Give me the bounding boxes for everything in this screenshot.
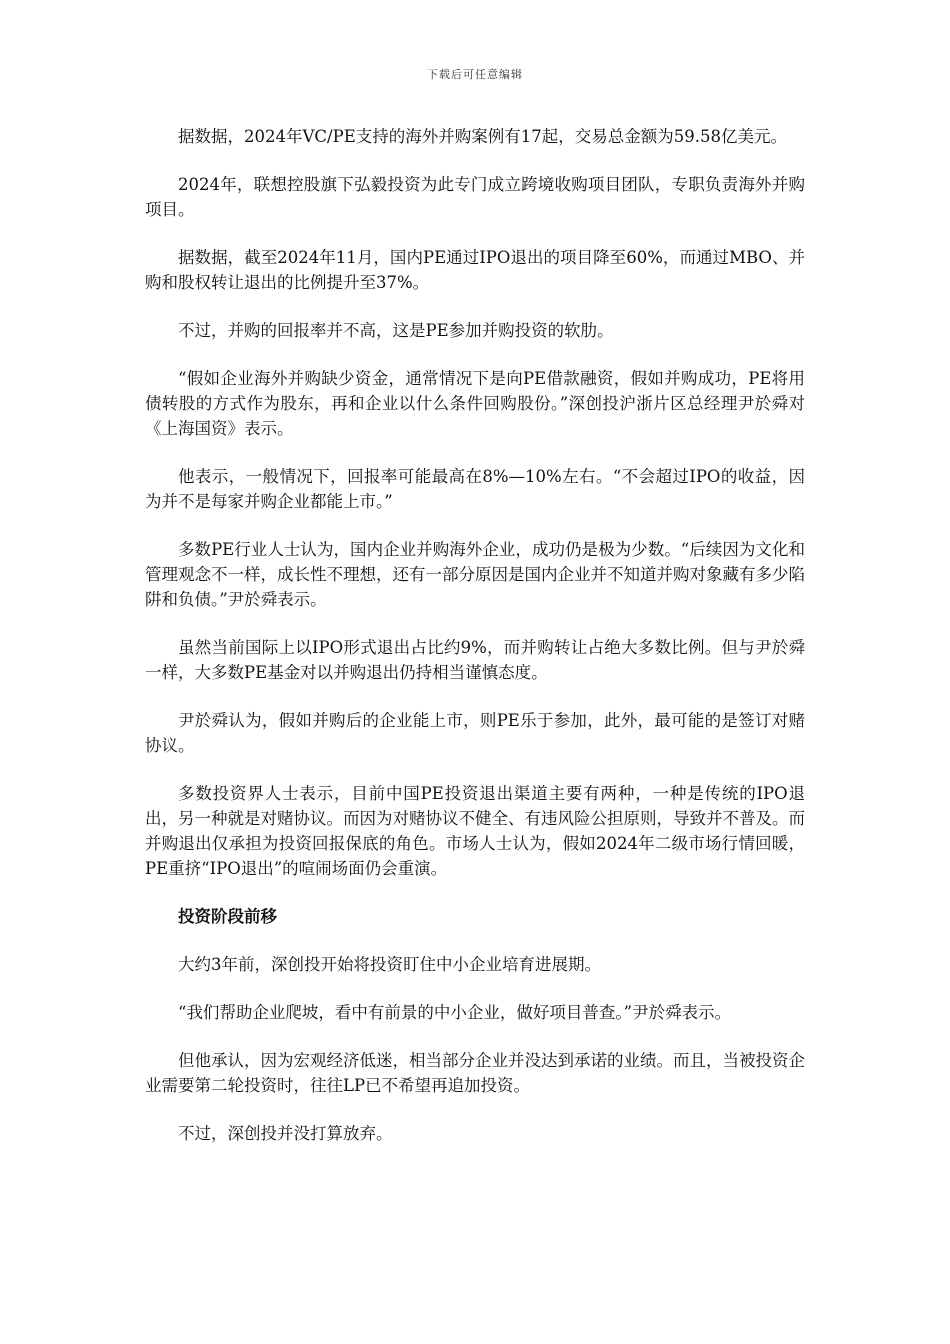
paragraph: 尹於舜认为，假如并购后的企业能上市，则PE乐于参加，此外，最可能的是签订对赌协议。: [145, 711, 805, 755]
paragraph: 大约3年前，深创投开始将投资盯住中小企业培育进展期。: [178, 955, 601, 974]
page-header: 下载后可任意编辑: [427, 68, 523, 81]
paragraph: “我们帮助企业爬坡，看中有前景的中小企业，做好项目普查。”尹於舜表示。: [178, 1003, 732, 1022]
paragraph: 多数PE行业人士认为，国内企业并购海外企业，成功仍是极为少数。“后续因为文化和管理观念不一样，成长性不理想，还有一部分原因是国内企业并不知道并购对象藏有多少陷阱和负债。”尹於舜表示。: [145, 540, 805, 609]
section-heading: 投资阶段前移: [178, 907, 277, 926]
paragraph: 不过，深创投并没打算放弃。: [178, 1124, 393, 1143]
paragraph: 据数据，2024年VC/PE支持的海外并购案例有17起，交易总金额为59.58亿美元。: [178, 127, 787, 146]
paragraph: 2024年，联想控股旗下弘毅投资为此专门成立跨境收购项目团队，专职负责海外并购项目。: [145, 175, 805, 219]
paragraph: 但他承认，因为宏观经济低迷，相当部分企业并没达到承诺的业绩。而且，当被投资企业需要第二轮投资时，往往LP已不希望再追加投资。: [145, 1051, 805, 1095]
paragraph: “假如企业海外并购缺少资金，通常情况下是向PE借款融资，假如并购成功，PE将用债转股的方式作为股东，再和企业以什么条件回购股份。”深创投沪浙片区总经理尹於舜对《上海国资》表示。: [145, 369, 805, 438]
paragraph: 虽然当前国际上以IPO形式退出占比约9%，而并购转让占绝大多数比例。但与尹於舜一样，大多数PE基金对以并购退出仍持相当谨慎态度。: [145, 638, 805, 682]
paragraph: 他表示，一般情况下，回报率可能最高在8%—10%左右。“不会超过IPO的收益，因为并不是每家并购企业都能上市。”: [145, 467, 805, 511]
paragraph: 不过，并购的回报率并不高，这是PE参加并购投资的软肋。: [178, 321, 614, 340]
paragraph: 多数投资界人士表示，目前中国PE投资退出渠道主要有两种，一种是传统的IPO退出，另一种就是对赌协议。而因为对赌协议不健全、有违风险公担原则，导致并不普及。而并购退出仅承担为投资回报保底的角色。市场人士认为，假如2024年二级市场行情回暖，PE重挤“IPO退出”的喧闹场面仍会重演。: [145, 784, 805, 878]
paragraph: 据数据，截至2024年11月，国内PE通过IPO退出的项目降至60%，而通过MBO、并购和股权转让退出的比例提升至37%。: [145, 248, 805, 292]
article-body: [145, 124, 805, 1169]
